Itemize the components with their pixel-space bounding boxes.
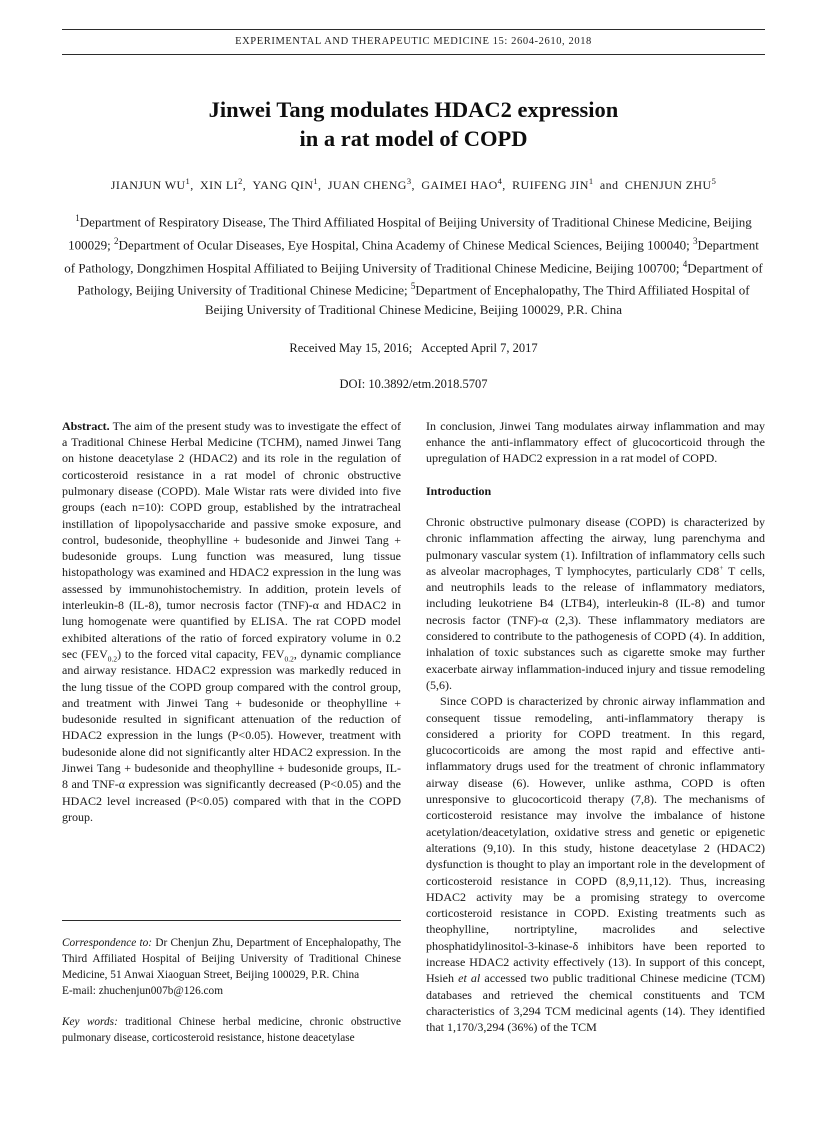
affiliations: $^1$Department of Respiratory Disease, The Third Affiliated Hospital of Beijing University of Traditional Chinese Medicine, Beijing 100029; $^2$Department of Ocular Diseases, Eye Hospital, China Academy of Chinese Medical Sciences, Beijing 100040; $^3$Department of Pathology, Dongzhimen Hospital Affiliated to Beijing University of Traditional Chinese Medicine, Beijing 100700; $^4$Department of Pathology, Beijing University of Traditional Chinese Medicine; $^5$Department of Encephalopathy, The Third Affiliated Hospital of Beijing University of Traditional Chinese Medicine, Beijing 100029, P.R. China [64, 213, 763, 318]
paper-title-line1: Jinwei Tang modulates HDAC2 expression [208, 97, 619, 122]
author-list: JIANJUN $WU^1$, XIN $LI^2$, YANG QIN$^1$, JUAN CHENG$^3$, GAIMEI HAO$^4$, RUIFENG JIN$^1$ and CHENJUN ZHU$^5$ [110, 176, 717, 192]
correspondence-block [62, 935, 401, 999]
keywords-block [62, 1014, 401, 1046]
journal-title-line: EXPERIMENTAL AND THERAPEUTIC MEDICINE 15: 2604-2610, 2018 [235, 36, 592, 47]
correspondence-text: Dr Chenjun Zhu, Department of Encephalopathy, The Third Affiliated Hospital of Beijing University of Traditional Chinese Medicine, 51 Anwai Xiaoguan Street, Beijing 100029, P.R. China [62, 936, 401, 981]
introduction-paragraph-2: Since COPD is characterized by chronic airway inflammation and consequent tissue remodeling, anti-inflammatory therapy is considered a priority for COPD treatment. In this regard, glucocorticoids are among the most rapid and effective anti-inflammatory drugs used for the treatment of chronic inflammatory airway disease (6). However, unlike asthma, COPD is often unresponsive to glucocorticoid therapy (7,8). The mechanisms of corticosteroid resistance may involve the imbalance of histone acetylation/deacetylation, oxidative stress and genetic or epigenetic alterations (9,10). In this study, histone deacetylase 2 (HDAC2) dysfunction is thought to play an important role in the development of corticosteroid resistance in COPD (8,9,11,12). Thus, increasing HDAC2 activity may be a promising strategy to overcome corticosteroid resistance in COPD. Existing treatments such as theophylline, nortriptyline, macrolides and selective phosphatidylinositol-3-kinase-δ inhibitors have been reported to increase HDAC2 activity effectively (13). In support of this concept, Hsieh et al accessed two public traditional Chinese medicine (TCM) databases and retrieved the chemical constituents and TCM characteristics of 3,294 TCM medicinal agents (14). They identified that 1,170/3,294 (36%) of the TCM [426, 694, 766, 1035]
abstract-conclusion-paragraph: In conclusion, Jinwei Tang modulates airway inflammation and may enhance the anti-inflammatory effect of glucocorticoid through the upregulation of HADC2 expression in a rat model of COPD. [426, 418, 765, 466]
body-columns [62, 418, 765, 1080]
doi-line: DOI: 10.3892/etm.2018.5707 [339, 376, 488, 391]
correspondence-label: Correspondence to: [62, 936, 153, 949]
right-column [426, 418, 765, 1080]
received-accepted-line: Received May 15, 2016; Accepted April 7, 2017 [289, 340, 538, 355]
page-content [62, 0, 765, 1080]
introduction-heading: Introduction [426, 483, 492, 498]
introduction-paragraph-1: Chronic obstructive pulmonary disease (COPD) is characterized by chronic inflammation affecting the airway, lung parenchyma and pulmonary vascular system (1). Infiltration of inflammatory cells such as alveolar macrophages, T lymphocytes, particularly CD8+ T cells, and neutrophils leads to the release of inflammatory mediators, including leukotriene B4 (LTB4), interleukin-8 (IL-8) and tumor necrosis factor (TNF)-α (2,3). These inflammatory mediators are considered to contribute to the pathogenesis of COPD (4). In addition, inhalation of toxic substances such as cigarette smoke may further exacerbate airway inflammation-induced injury and tissue remodeling (5,6). [426, 515, 765, 692]
footnote-section [62, 920, 401, 1080]
footnote-rule [62, 920, 401, 921]
keywords-text: traditional Chinese herbal medicine, chronic obstructive pulmonary disease, corticosteroid resistance, histone deacetylase [62, 1015, 402, 1044]
left-column [62, 418, 401, 1080]
paper-title [62, 95, 765, 153]
correspondence-email: E-mail: zhuchenjun007b@126.com [62, 984, 223, 997]
header-rule-bottom [62, 54, 765, 55]
abstract-label: Abstract. [62, 418, 110, 433]
abstract-text: The aim of the present study was to investigate the effect of a Traditional Chinese Herbal Medicine (TCHM), named Jinwei Tang on histone deacetylase 2 (HDAC2) and its role in the regulation of corticosteroid resistance in a rat model of chronic obstructive pulmonary disease (COPD). Male Wistar rats were divided into five groups (each n=10): COPD group, established by the intratracheal instillation of lipopolysaccharide and passive smoke exposure, and control, budesonide, theophylline + budesonide and Jinwei Tang + budesonide groups. Lung function was measured, lung tissue histopathology was examined and HDAC2 expression in the lung was assessed by immunohistochemistry. In addition, protein levels of interleukin-8 (IL-8), tumor necrosis factor (TNF)-α and HDAC2 in lung homogenate were quantified by ELISA. The rat COPD model exhibited alterations of the ratio of forced expiratory volume in 0.2 $\sec (FEV_{0.2})$ to the forced vital capacity, $FEV_{0.2}$, dynamic compliance and airway resistance. HDAC2 expression was markedly reduced in the lung tissue of the COPD group compared with the control group, and treatment with Jinwei Tang + budesonide or theophylline + budesonide resulted in significant attenuation of the reduction of HDAC2 expression in the lungs (P<0.05). However, treatment with budesonide alone did not significantly alter HDAC2 expression. In the Jinwei Tang + budesonide and theophylline + budesonide groups, IL-8 and TNF-α expression was significantly decreased (P<0.05) and the HDAC2 level increased (P<0.05) compared with that in the COPD group. [62, 418, 401, 824]
abstract-paragraph [62, 418, 401, 825]
keywords-label: Key words: [62, 1015, 118, 1028]
journal-header [62, 0, 765, 55]
paper-title-line2: in a rat model of COPD [299, 126, 528, 151]
